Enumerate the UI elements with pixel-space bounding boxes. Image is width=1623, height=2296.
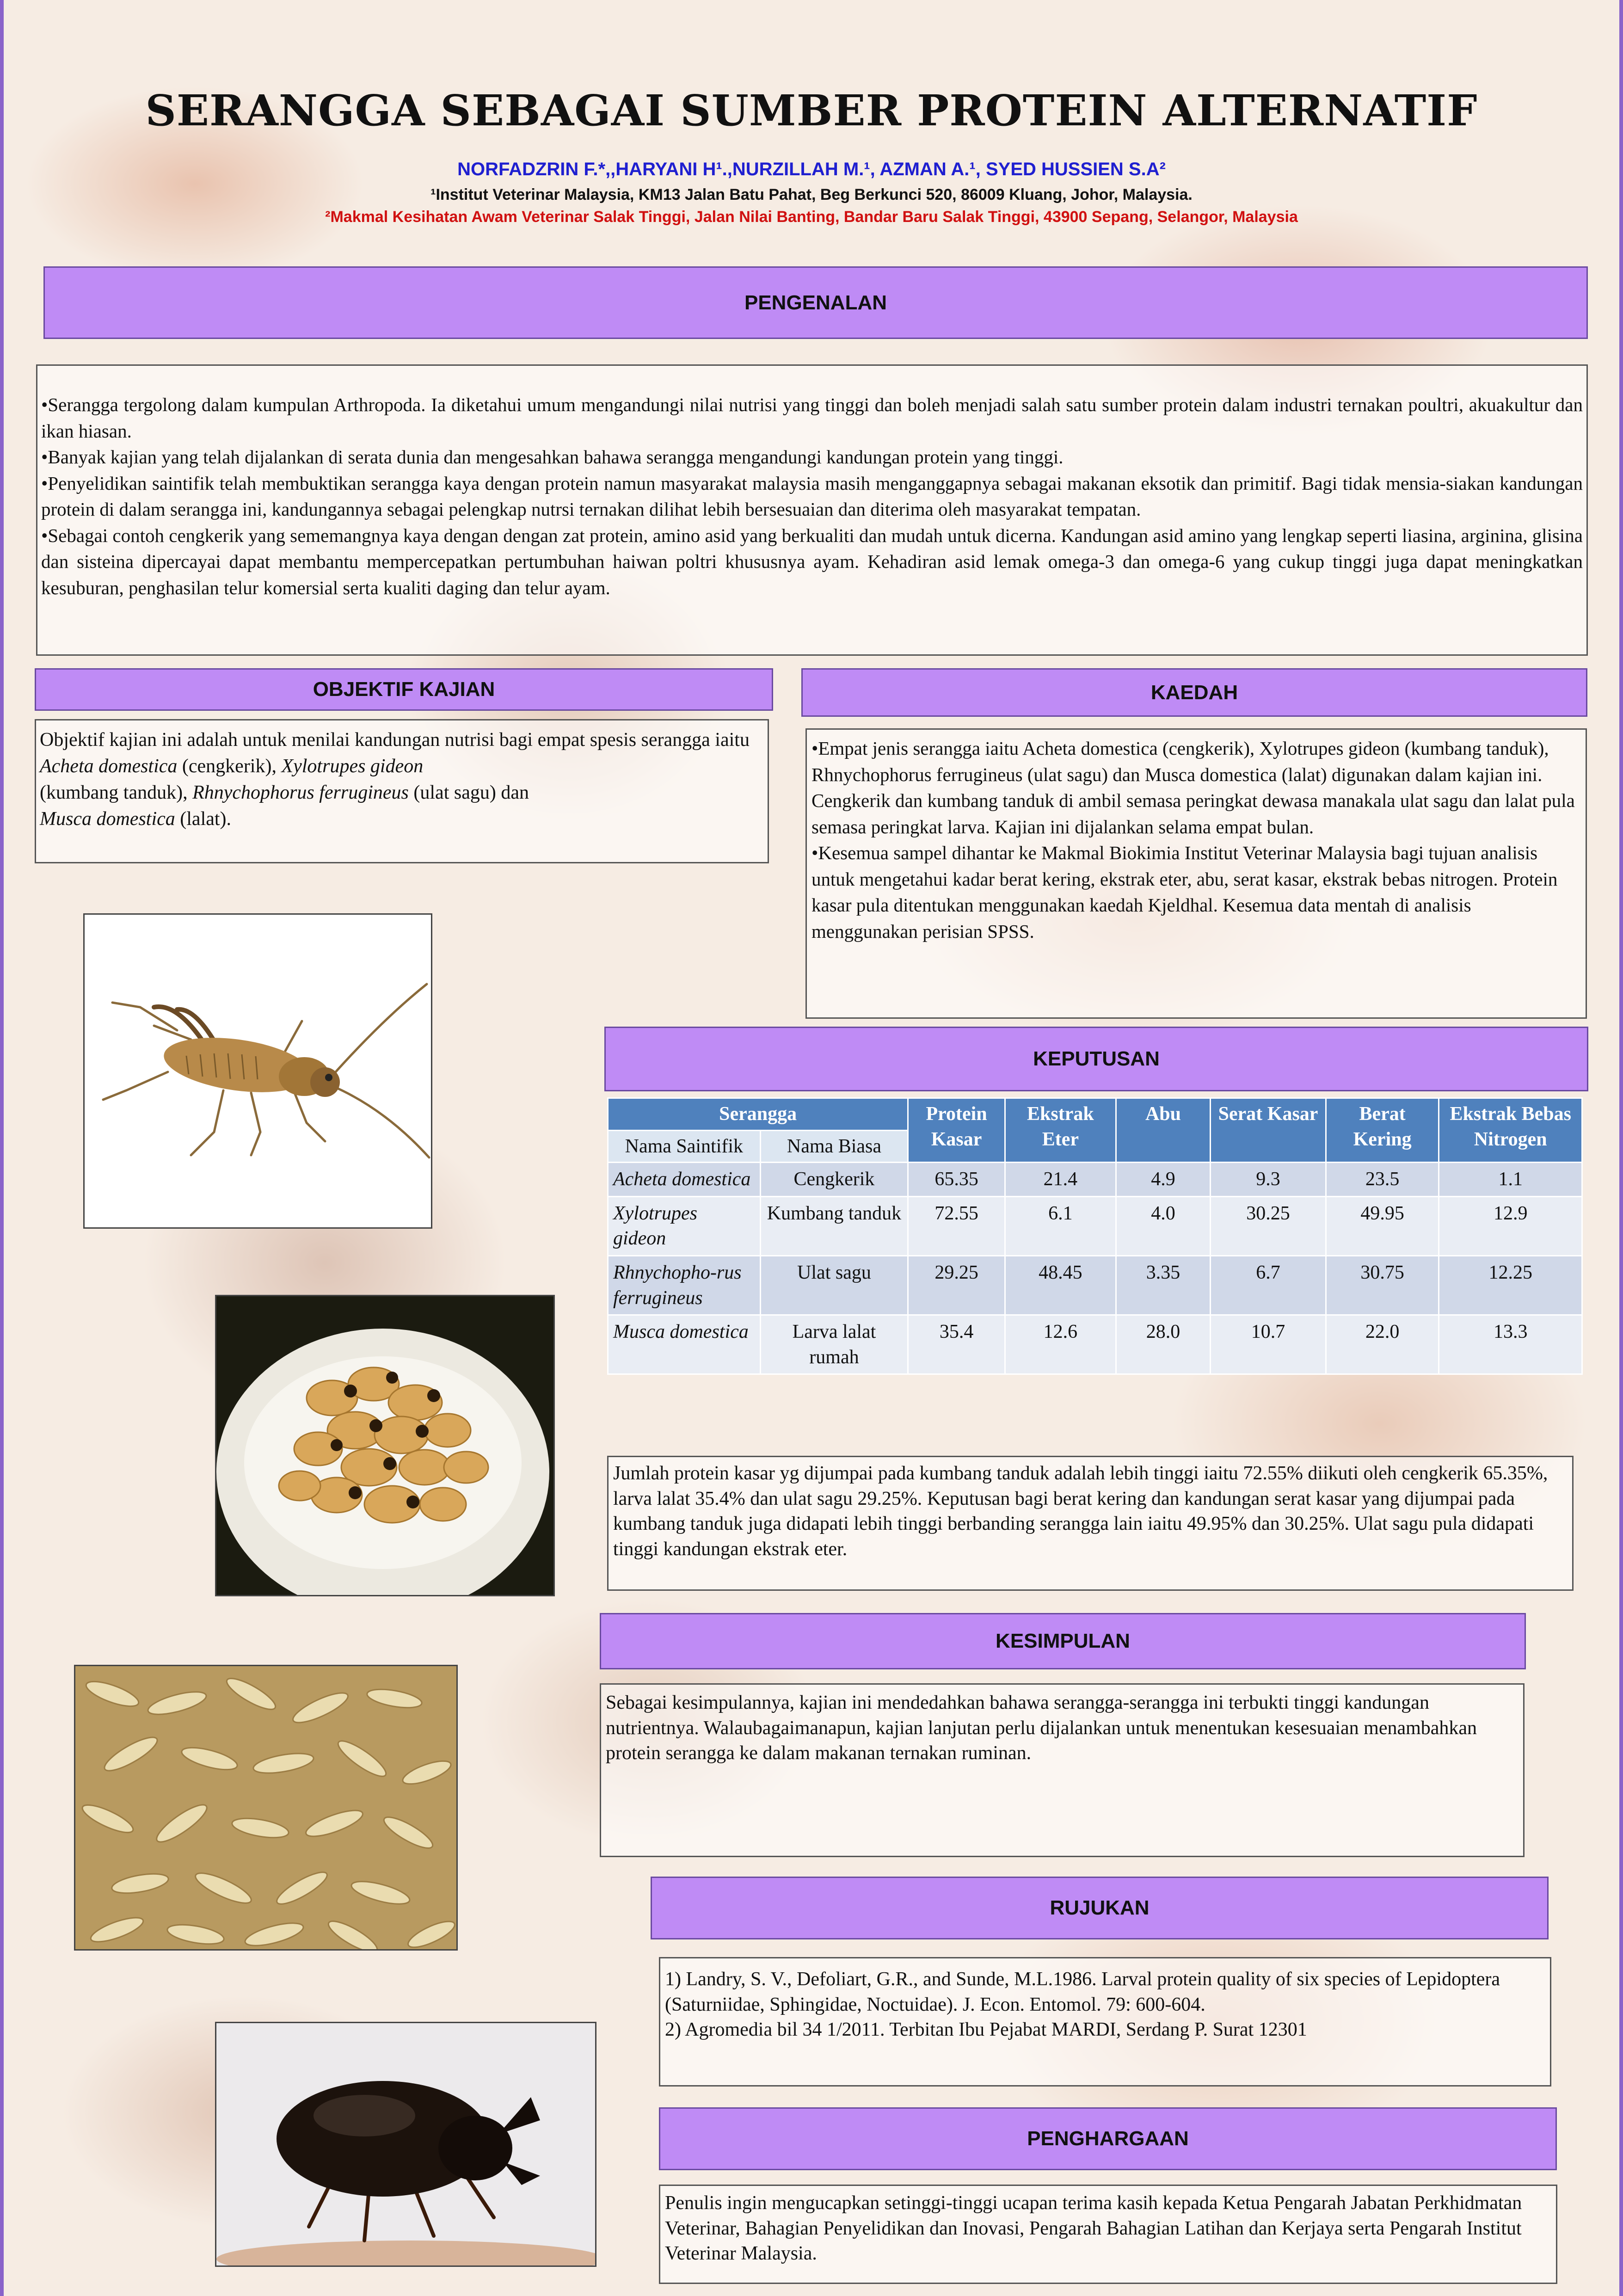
- penghargaan-header: [659, 2107, 1557, 2170]
- sago-grub-illustration: [216, 1296, 553, 1595]
- sago-grub-photo: [215, 1295, 555, 1596]
- scientific-name-cell: Acheta domestica: [608, 1163, 761, 1197]
- keputusan-heading: KEPUTUSAN: [1033, 1047, 1160, 1070]
- table-row: [608, 1315, 1582, 1374]
- kaedah-paragraph: •Kesemua sampel dihantar ke Makmal Biokimia Institut Veterinar Malaysia bagi tujuan analisis untuk mengetahui kadar berat kering, ekstrak eter, abu, serat kasar, ekstrak bebas nitrogen. Protein kasar pula ditentukan menggunakan kaedah Kjeldhal. Kesemua data mentah di analisis menggunakan perisian SPSS.: [812, 842, 1558, 942]
- kesimpulan-text: Sebagai kesimpulannya, kajian ini mendedahkan bahawa serangga-serangga ini terbukti tinggi kandungan nutrientnya. Walaubagaimanapun, kajian lanjutan perlu dijalankan untuk menentukan kesesuaian menambahkan protein serangga ke dalam makanan ternakan ruminan.: [606, 1692, 1477, 1764]
- kesimpulan-body: [600, 1683, 1525, 1857]
- value-cell: 28.0: [1116, 1315, 1211, 1374]
- pengenalan-paragraph: •Banyak kajian yang telah dijalankan di serata dunia dan mengesahkan bahawa serangga mengandungi kandungan protein yang tinggi.: [41, 446, 1064, 468]
- value-cell: 23.5: [1326, 1163, 1439, 1197]
- poster-title: SERANGGA SEBAGAI SUMBER PROTEIN ALTERNATIF: [145, 86, 1478, 135]
- table-column-header: Abu: [1116, 1098, 1211, 1163]
- value-cell: 6.1: [1005, 1196, 1116, 1256]
- species-name: Musca domestica: [40, 808, 175, 830]
- kesimpulan-heading: KESIMPULAN: [996, 1630, 1130, 1652]
- beetle-illustration: [216, 2023, 595, 2265]
- table-row: [608, 1256, 1582, 1315]
- table-column-header: Ekstrak Eter: [1005, 1098, 1116, 1163]
- common-name-cell: Ulat sagu: [760, 1256, 908, 1315]
- objektif-heading: OBJEKTIF KAJIAN: [313, 678, 495, 701]
- scientific-name-cell: Musca domestica: [608, 1315, 761, 1374]
- table-column-header: Berat Kering: [1326, 1098, 1439, 1163]
- keputusan-header: [604, 1027, 1588, 1091]
- fly-larvae-illustration: [75, 1666, 456, 1949]
- kaedah-body: [805, 728, 1587, 1019]
- objektif-header: [35, 668, 773, 711]
- value-cell: 65.35: [908, 1163, 1005, 1197]
- kesimpulan-header: [600, 1613, 1526, 1669]
- table-row: [608, 1163, 1582, 1197]
- reference-item: 1) Landry, S. V., Defoliart, G.R., and Sunde, M.L.1986. Larval protein quality of six species of Lepidoptera (Saturniidae, Sphingidae, Noctuidae). J. Econ. Entomol. 79: 600-604.: [665, 1969, 1500, 2015]
- value-cell: 9.3: [1211, 1163, 1326, 1197]
- kaedah-header: [801, 668, 1587, 717]
- keputusan-summary-text: Jumlah protein kasar yg dijumpai pada kumbang tanduk adalah lebih tinggi iaitu 72.55% diikuti oleh cengkerik 65.35%, larva lalat 35.4% dan ulat sagu 29.25%. Keputusan bagi berat kering dan kandungan serat kasar yang dijumpai pada kumbang tanduk juga didapati lebih tinggi berbanding serangga lain iaitu 49.95% dan 30.25%. Ulat sagu pula didapati tinggi kandungan ekstrak eter.: [613, 1463, 1548, 1560]
- scientific-name-cell: Rhnychopho-rus ferrugineus: [608, 1256, 761, 1315]
- cricket-illustration: [85, 915, 431, 1227]
- value-cell: 4.9: [1116, 1163, 1211, 1197]
- value-cell: 12.25: [1439, 1256, 1582, 1315]
- keputusan-summary: [607, 1456, 1574, 1591]
- rujukan-header: [651, 1877, 1549, 1939]
- table-column-header: Serat Kasar: [1211, 1098, 1326, 1163]
- value-cell: 48.45: [1005, 1256, 1116, 1315]
- table-subheader: Nama Saintifik: [608, 1130, 761, 1163]
- pengenalan-paragraph: •Penyelidikan saintifik telah membuktikan serangga kaya dengan protein namun masyarakat malaysia masih menganggapnya sebagai makanan eksotik dan primitif. Bagi tidak mensia-siakan kandungan protein di dalam serangga ini, kandungannya sebagai pelengkap nutrsi ternakan dilihat lebih bersesuaian dan diterima oleh masyarakat tempatan.: [41, 472, 1583, 520]
- kaedah-heading: KAEDAH: [1150, 681, 1238, 704]
- value-cell: 6.7: [1211, 1256, 1326, 1315]
- value-cell: 72.55: [908, 1196, 1005, 1256]
- objektif-text: Objektif kajian ini adalah untuk menilai kandungan nutrisi bagi empat spesis serangga iaitu Acheta domestica (cengkerik), Xylotrupes gideon (kumbang tanduk), Rhnychophorus ferrugineus (ulat sagu) dan Musca domestica (lalat).: [40, 729, 750, 830]
- author-list: NORFADZRIN F.*,,HARYANI H¹.,NURZILLAH M.¹, AZMAN A.¹, SYED HUSSIEN S.A²: [457, 159, 1166, 179]
- penghargaan-text: Penulis ingin mengucapkan setinggi-tinggi ucapan terima kasih kepada Ketua Pengarah Jabatan Perkhidmatan Veterinar, Bahagian Penyelidikan dan Inovasi, Pengarah Bahagian Latihan dan Kerjaya serta Pengarah Institut Veterinar Malaysia.: [665, 2192, 1522, 2265]
- value-cell: 4.0: [1116, 1196, 1211, 1256]
- right-border: [1619, 0, 1623, 2296]
- penghargaan-body: [659, 2185, 1557, 2284]
- fly-larvae-photo: [74, 1665, 458, 1951]
- objektif-body: [35, 719, 769, 863]
- species-name: Acheta domestica: [40, 756, 178, 777]
- common-name-cell: Larva lalat rumah: [760, 1315, 908, 1374]
- affiliation-1: ¹Institut Veterinar Malaysia, KM13 Jalan Batu Pahat, Beg Berkunci 520, 86009 Kluang, Johor, Malaysia.: [430, 186, 1193, 203]
- species-name: Rhnychophorus ferrugineus: [192, 782, 409, 804]
- pengenalan-paragraph: •Sebagai contoh cengkerik yang sememangnya kaya dengan dengan zat protein, amino asid yang berkualiti dan mudah untuk dicerna. Kandungan asid amino yang lengkap seperti liasina, arginina, glisina dan sisteina dipercayai dapat membantu mempercepatkan pertumbuhan haiwan poltri khususnya ayam. Kehadiran asid lemak omega-3 dan omega-6 yang cukup tinggi juga dapat meningkatkan kesuburan, penghasilan telur komersial serta kualiti daging dan telur ayam.: [41, 524, 1583, 599]
- table-row: [608, 1196, 1582, 1256]
- left-border: [0, 0, 4, 2296]
- table-column-header: Protein Kasar: [908, 1098, 1005, 1163]
- value-cell: 12.6: [1005, 1315, 1116, 1374]
- value-cell: 10.7: [1211, 1315, 1326, 1374]
- common-name-cell: Kumbang tanduk: [760, 1196, 908, 1256]
- value-cell: 3.35: [1116, 1256, 1211, 1315]
- value-cell: 35.4: [908, 1315, 1005, 1374]
- scientific-name-cell: Xylotrupes gideon: [608, 1196, 761, 1256]
- value-cell: 12.9: [1439, 1196, 1582, 1256]
- affiliation-2: ²Makmal Kesihatan Awam Veterinar Salak Tinggi, Jalan Nilai Banting, Bandar Baru Salak Tinggi, 43900 Sepang, Selangor, Malaysia: [325, 208, 1298, 226]
- value-cell: 21.4: [1005, 1163, 1116, 1197]
- pengenalan-body: [36, 364, 1588, 656]
- kaedah-paragraph: •Empat jenis serangga iaitu Acheta domestica (cengkerik), Xylotrupes gideon (kumbang tanduk), Rhnychophorus ferrugineus (ulat sagu) dan Musca domestica (lalat) digunakan dalam kajian ini. Cengkerik dan kumbang tanduk di ambil semasa peringkat dewasa manakala ulat sagu dan lalat pula semasa peringkat larva. Kajian ini dijalankan selama empat bulan.: [812, 738, 1575, 837]
- species-name: Xylotrupes gideon: [281, 756, 424, 777]
- pengenalan-header: [43, 266, 1588, 339]
- value-cell: 30.25: [1211, 1196, 1326, 1256]
- rujukan-body: [659, 1957, 1551, 2087]
- reference-item: 2) Agromedia bil 34 1/2011. Terbitan Ibu Pejabat MARDI, Serdang P. Surat 12301: [665, 2019, 1307, 2041]
- rhinoceros-beetle-photo: [215, 2022, 596, 2267]
- cricket-photo: [83, 913, 432, 1229]
- value-cell: 1.1: [1439, 1163, 1582, 1197]
- value-cell: 30.75: [1326, 1256, 1439, 1315]
- pengenalan-paragraph: •Serangga tergolong dalam kumpulan Arthropoda. Ia diketahui umum mengandungi nilai nutrisi yang tinggi dan boleh menjadi salah satu sumber protein dalam industri ternakan poultri, akuakultur dan ikan hiasan.: [41, 394, 1583, 442]
- rujukan-heading: RUJUKAN: [1050, 1896, 1150, 1919]
- table-column-header: Ekstrak Bebas Nitrogen: [1439, 1098, 1582, 1163]
- value-cell: 49.95: [1326, 1196, 1439, 1256]
- table-group-header: Serangga: [608, 1098, 908, 1131]
- results-table: [607, 1097, 1583, 1375]
- table-subheader: Nama Biasa: [760, 1130, 908, 1163]
- common-name-cell: Cengkerik: [760, 1163, 908, 1197]
- value-cell: 13.3: [1439, 1315, 1582, 1374]
- value-cell: 29.25: [908, 1256, 1005, 1315]
- penghargaan-heading: PENGHARGAAN: [1027, 2127, 1189, 2150]
- pengenalan-heading: PENGENALAN: [744, 291, 887, 314]
- value-cell: 22.0: [1326, 1315, 1439, 1374]
